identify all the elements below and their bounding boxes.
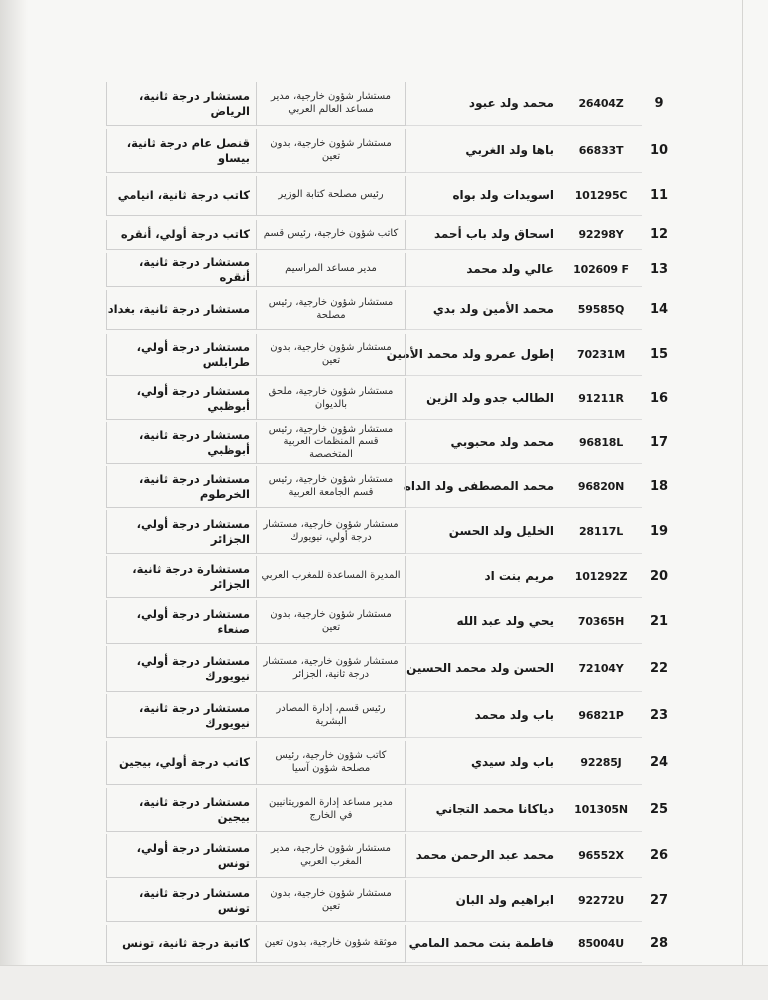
employee-id: 70365H bbox=[560, 600, 642, 644]
employee-name: يحي ولد عبد الله bbox=[406, 600, 560, 644]
new-assignment: مستشار درجة ثانية، بيجين bbox=[106, 788, 256, 832]
current-position: كاتب شؤون خارجية، رئيس قسم bbox=[256, 220, 406, 250]
current-position: مستشار شؤون خارجية، رئيس مصلحة bbox=[256, 290, 406, 330]
table-row bbox=[104, 741, 676, 785]
table-row bbox=[104, 129, 676, 173]
table-row bbox=[104, 556, 676, 598]
employee-id: 28117L bbox=[560, 510, 642, 554]
row-number: 9 bbox=[654, 95, 664, 111]
table-row bbox=[104, 466, 676, 508]
new-assignment: مستشار درجة ثانية، الرياض bbox=[106, 82, 256, 126]
row-number: 10 bbox=[649, 142, 669, 158]
new-assignment: مستشار درجة ثانية، الخرطوم bbox=[106, 466, 256, 508]
new-assignment: كاتب درجة أولي، أنقره bbox=[106, 220, 256, 250]
table-row bbox=[104, 834, 676, 878]
row-number: 11 bbox=[649, 187, 669, 203]
row-number: 18 bbox=[649, 478, 669, 494]
new-assignment: مستشار درجة أولي، الجزائر bbox=[106, 510, 256, 554]
new-assignment: مستشار درجة أولي، صنعاء bbox=[106, 600, 256, 644]
current-position: مدير مساعد المراسيم bbox=[256, 253, 406, 287]
employee-id: 92285J bbox=[560, 741, 642, 785]
employee-id: 101305N bbox=[560, 788, 642, 832]
row-number: 16 bbox=[649, 390, 669, 406]
table-row bbox=[104, 880, 676, 922]
scan-shadow-bottom bbox=[0, 965, 768, 1000]
row-number: 21 bbox=[649, 613, 669, 629]
row-number: 24 bbox=[649, 754, 669, 770]
employee-name: فاطمة بنت محمد المامي bbox=[406, 925, 560, 963]
current-position: مستشار شؤون خارجية، ملحق بالديوان bbox=[256, 378, 406, 420]
row-number: 15 bbox=[649, 346, 669, 362]
current-position: مستشار شؤون خارجية، بدون تعين bbox=[256, 129, 406, 173]
new-assignment: مستشار درجة ثانية، أنقره bbox=[106, 253, 256, 287]
employee-id: 92272U bbox=[560, 880, 642, 922]
table-row bbox=[104, 788, 676, 832]
table-row bbox=[104, 510, 676, 554]
employee-id: 72104Y bbox=[560, 646, 642, 692]
table-row bbox=[104, 600, 676, 644]
employee-id: 26404Z bbox=[560, 82, 642, 126]
table-row bbox=[104, 925, 676, 963]
employee-id: 101292Z bbox=[560, 556, 642, 598]
table-row bbox=[104, 290, 676, 330]
current-position: موثقة شؤون خارجية، بدون تعين bbox=[256, 925, 406, 963]
table-row bbox=[104, 646, 676, 692]
row-number: 26 bbox=[649, 847, 669, 863]
current-position: المديرة المساعدة للمغرب العربي bbox=[256, 556, 406, 598]
table-row bbox=[104, 334, 676, 376]
current-position: رئيس قسم، إدارة المصادر البشرية bbox=[256, 694, 406, 738]
employee-name: محمد ولد محبوبي bbox=[406, 422, 560, 464]
new-assignment: كاتب درجة أولي، بيجين bbox=[106, 741, 256, 785]
employee-name: الحسن ولد محمد الحسين bbox=[406, 646, 560, 692]
employee-name: محمد الأمين ولد بدي bbox=[406, 290, 560, 330]
employee-name: محمد عبد الرحمن محمد bbox=[406, 834, 560, 878]
table-row bbox=[104, 220, 676, 250]
current-position: مستشار شؤون خارجية، مستشار درجة ثانية، الجزائر bbox=[256, 646, 406, 692]
new-assignment: مستشارة درجة ثانية، الجزائر bbox=[106, 556, 256, 598]
new-assignment: مستشار درجة أولي، تونس bbox=[106, 834, 256, 878]
current-position: مستشار شؤون خارجية، بدون تعين bbox=[256, 600, 406, 644]
employee-name: اسحاق ولد باب أحمد bbox=[406, 220, 560, 250]
table-row bbox=[104, 422, 676, 464]
row-number: 23 bbox=[649, 707, 669, 723]
employee-id: 96552X bbox=[560, 834, 642, 878]
current-position: مستشار شؤون خارجية، بدون تعين bbox=[256, 334, 406, 376]
employee-id: 85004U bbox=[560, 925, 642, 963]
employee-name: الطالب جدو ولد الزين bbox=[406, 378, 560, 420]
page-edge bbox=[742, 0, 743, 965]
row-number: 13 bbox=[649, 261, 669, 277]
new-assignment: مستشار درجة ثانية، بغداد bbox=[106, 290, 256, 330]
employee-name: باها ولد الغربي bbox=[406, 129, 560, 173]
employee-name: باب ولد محمد bbox=[406, 694, 560, 738]
employee-name: باب ولد سيدي bbox=[406, 741, 560, 785]
employee-name: محمد المصطفى ولد الداه bbox=[406, 466, 560, 508]
employee-name: مريم بنت اد bbox=[406, 556, 560, 598]
employee-id: 91211R bbox=[560, 378, 642, 420]
new-assignment: كاتب درجة ثانية، انيامي bbox=[106, 176, 256, 216]
new-assignment: قنصل عام درجة ثانية، بيساو bbox=[106, 129, 256, 173]
employee-id: 102609 F bbox=[560, 253, 642, 287]
current-position: مستشار شؤون خارجية، مستشار درجة أولي، نيويورك bbox=[256, 510, 406, 554]
table-row bbox=[104, 253, 676, 287]
current-position: مستشار شؤون خارجية، بدون تعين bbox=[256, 880, 406, 922]
new-assignment: مستشار درجة ثانية، أبوظبي bbox=[106, 422, 256, 464]
employee-id: 96818L bbox=[560, 422, 642, 464]
current-position: مدير مساعد إدارة الموريتانيين في الخارج bbox=[256, 788, 406, 832]
row-number: 25 bbox=[649, 801, 669, 817]
row-number: 14 bbox=[649, 301, 669, 317]
current-position: رئيس مصلحة كتابة الوزير bbox=[256, 176, 406, 216]
current-position: مستشار شؤون خارجية، رئيس قسم المنظمات العربية المتخصصة bbox=[256, 422, 406, 464]
row-number: 22 bbox=[649, 660, 669, 676]
row-number: 28 bbox=[649, 935, 669, 951]
table-row bbox=[104, 378, 676, 420]
employee-name: محمد ولد عبود bbox=[406, 82, 560, 126]
row-number: 19 bbox=[649, 523, 669, 539]
employee-name: عالي ولد محمد bbox=[406, 253, 560, 287]
table-row bbox=[104, 82, 676, 126]
current-position: مستشار شؤون خارجية، رئيس قسم الجامعة العربية bbox=[256, 466, 406, 508]
employee-id: 59585Q bbox=[560, 290, 642, 330]
current-position: مستشار شؤون خارجية، مدير مساعد العالم العربي bbox=[256, 82, 406, 126]
employee-id: 66833T bbox=[560, 129, 642, 173]
new-assignment: كاتبة درجة ثانية، تونس bbox=[106, 925, 256, 963]
table-row bbox=[104, 176, 676, 216]
employee-name: إطول عمرو ولد محمد الأمين bbox=[406, 334, 560, 376]
table-row bbox=[104, 694, 676, 738]
row-number: 20 bbox=[649, 568, 669, 584]
employee-name: دياكانا محمد التجاني bbox=[406, 788, 560, 832]
employee-id: 96820N bbox=[560, 466, 642, 508]
new-assignment: مستشار درجة أولي، طرابلس bbox=[106, 334, 256, 376]
scan-shadow-left bbox=[0, 0, 28, 999]
new-assignment: مستشار درجة ثانية، تونس bbox=[106, 880, 256, 922]
current-position: كاتب شؤون خارجية، رئيس مصلحة شؤون آسيا bbox=[256, 741, 406, 785]
row-number: 27 bbox=[649, 892, 669, 908]
new-assignment: مستشار درجة أولي، أبوظبي bbox=[106, 378, 256, 420]
row-number: 12 bbox=[649, 226, 669, 242]
employee-id: 70231M bbox=[560, 334, 642, 376]
row-number: 17 bbox=[649, 434, 669, 450]
employee-name: اسويدات ولد بواه bbox=[406, 176, 560, 216]
employee-name: الخليل ولد الحسن bbox=[406, 510, 560, 554]
new-assignment: مستشار درجة أولي، نيويورك bbox=[106, 646, 256, 692]
current-position: مستشار شؤون خارجية، مدير المغرب العربي bbox=[256, 834, 406, 878]
employee-id: 92298Y bbox=[560, 220, 642, 250]
employee-name: ابراهيم ولد البان bbox=[406, 880, 560, 922]
employee-id: 96821P bbox=[560, 694, 642, 738]
employee-id: 101295C bbox=[560, 176, 642, 216]
new-assignment: مستشار درجة ثانية، نيويورك bbox=[106, 694, 256, 738]
